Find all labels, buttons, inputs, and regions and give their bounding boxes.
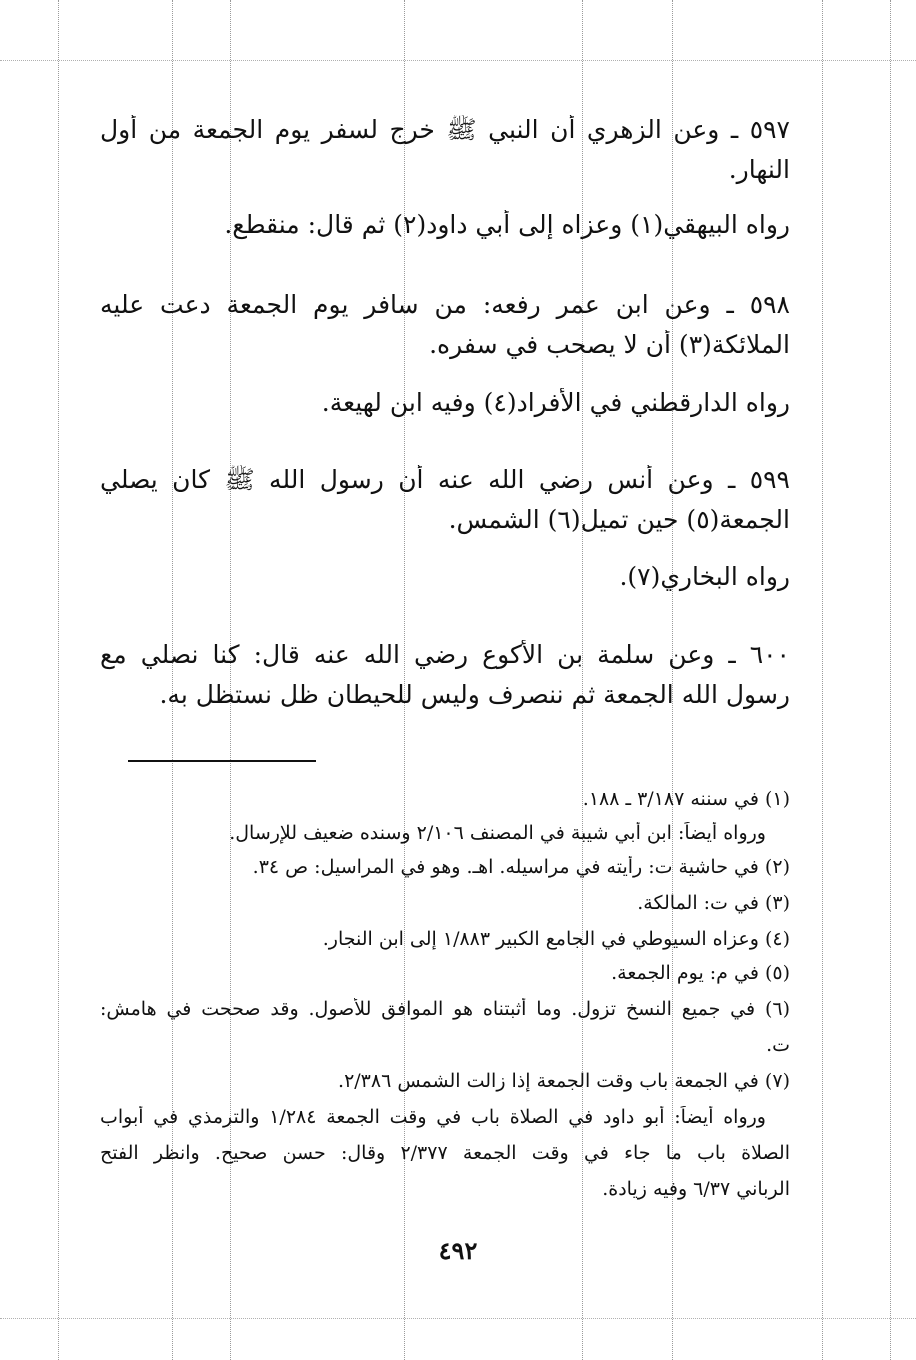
hadith-599-line-2: الجمعة(٥) حين تميل(٦) الشمس. xyxy=(448,505,790,534)
footnote-6-cont: ت. xyxy=(766,1034,790,1056)
scan-dotted-line xyxy=(890,0,891,1360)
hadith-598-line-1: ٥٩٨ ـ وعن ابن عمر رفعه: من سافر يوم الجمعة دعت عليه xyxy=(100,290,790,319)
footnote-7-cont: الرباني ٦/٣٧ وفيه زيادة. xyxy=(602,1178,790,1200)
page-number: ٤٩٢ xyxy=(438,1236,478,1265)
scan-dotted-line xyxy=(822,0,823,1360)
hadith-597-line-1: ٥٩٧ ـ وعن الزهري أن النبي ﷺ خرج لسفر يوم الجمعة من أول xyxy=(100,115,790,144)
footnote-2: (٢) في حاشية ت: رأيته في مراسيله. اهـ. وهو في المراسيل: ص ٣٤. xyxy=(252,856,790,878)
footnote-4: (٤) وعزاه السيوطي في الجامع الكبير ١/٨٨٣ إلى ابن النجار. xyxy=(322,928,790,950)
footnote-1-cont: ورواه أيضاً: ابن أبي شيبة في المصنف ٢/١٠٦ وسنده ضعيف للإرسال. xyxy=(229,822,766,844)
hadith-598-source: رواه الدارقطني في الأفراد(٤) وفيه ابن لهيعة. xyxy=(321,388,790,417)
footnote-7-cont: الصلاة باب ما جاء في وقت الجمعة ٢/٣٧٧ وقال: حسن صحيح. وانظر الفتح xyxy=(100,1142,790,1164)
scan-dotted-line xyxy=(0,1318,916,1319)
hadith-599-source: رواه البخاري(٧). xyxy=(619,562,790,591)
hadith-598-line-2: الملائكة(٣) أن لا يصحب في سفره. xyxy=(429,330,790,359)
hadith-600-line-2: رسول الله الجمعة ثم ننصرف وليس للحيطان ظل نستظل به. xyxy=(159,680,790,709)
footnote-6: (٦) في جميع النسخ تزول. وما أثبتناه هو الموافق للأصول. وقد صححت في هامش: xyxy=(100,998,790,1020)
scan-dotted-line xyxy=(0,60,916,61)
hadith-599-line-1: ٥٩٩ ـ وعن أنس رضي الله عنه أن رسول الله ﷺ كان يصلي xyxy=(100,465,790,494)
footnote-7: (٧) في الجمعة باب وقت الجمعة إذا زالت الشمس ٢/٣٨٦. xyxy=(338,1070,790,1092)
scan-dotted-line xyxy=(58,0,59,1360)
footnote-7-cont: ورواه أيضاً: أبو داود في الصلاة باب في وقت الجمعة ١/٢٨٤ والترمذي في أبواب xyxy=(100,1106,766,1128)
footnote-5: (٥) في م: يوم الجمعة. xyxy=(611,962,790,984)
hadith-600-line-1: ٦٠٠ ـ وعن سلمة بن الأكوع رضي الله عنه قال: كنا نصلي مع xyxy=(100,640,790,669)
hadith-597-line-2: النهار. xyxy=(728,155,790,184)
footnote-1: (١) في سننه ٣/١٨٧ ـ ١٨٨. xyxy=(582,788,790,810)
footnote-separator xyxy=(128,760,316,762)
footnote-3: (٣) في ت: المالكة. xyxy=(637,892,790,914)
hadith-597-source: رواه البيهقي(١) وعزاه إلى أبي داود(٢) ثم قال: منقطع. xyxy=(224,210,790,239)
